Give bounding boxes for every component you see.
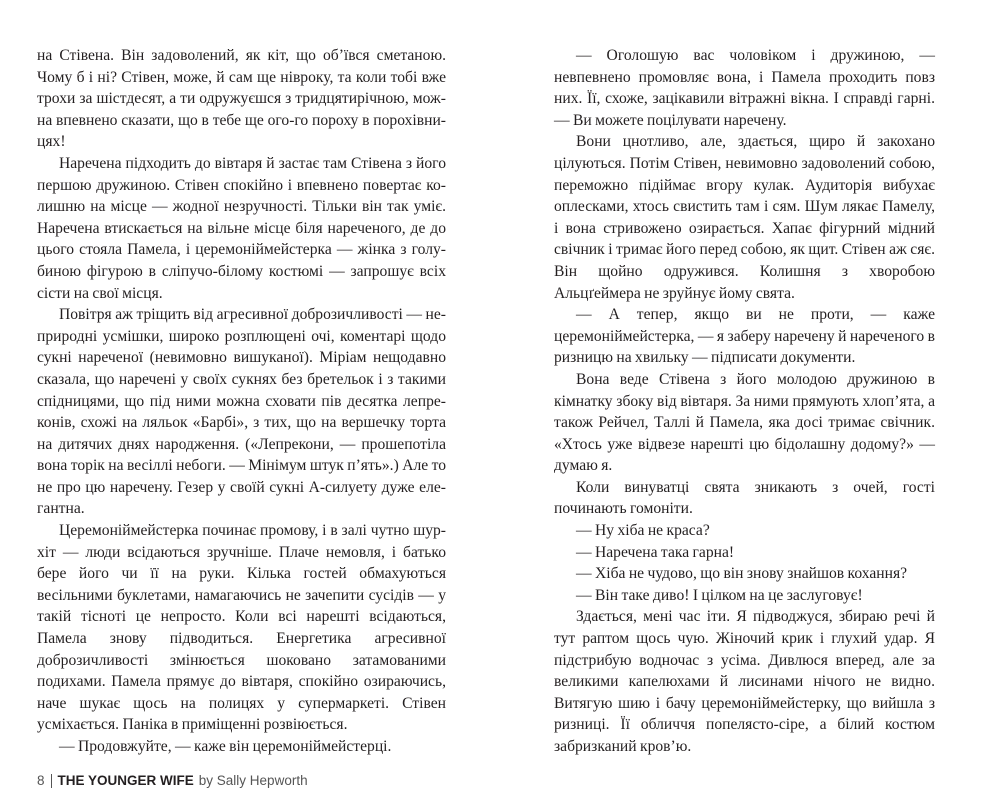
dialogue-line: — Він таке диво! І цілком на це заслуговує!	[576, 586, 863, 604]
paragraph: Наречена підходить до вівтаря й застає там Стівена з його першою дружиною. Стівен спокійно і впевнено повертає колишню на місце — жодної незручності. Тільки він так уміє. Наречена втискається на вільне місце біля нареченого, де до цього стояла Памела, і церемоніймейстерка — жінка з голубиною фігурою в сліпучо-білому костюмі — запрошує всіх сісти на свої місця.	[37, 154, 446, 302]
paragraph: Коли винуватці свята зникають з очей, гості починають гомоніти.	[554, 478, 935, 518]
page-footer	[37, 758, 1000, 790]
dialogue-line: — Наречена така гарна!	[576, 543, 735, 561]
book-title: THE YOUNGER WIFE	[57, 772, 194, 788]
right-column	[554, 45, 935, 758]
paragraph: Вони цнотливо, але, здається, щиро й закохано цілуються. Потім Стівен, невимовно задоволений собою, переможно підіймає вгору кулак. Аудиторія вибухає оплесками, хтось свистить там і сям. Шум лякає Памелу, і вона стривожено озирається. Хапає фігурний мідний свічник і тримає його перед собою, як щит. Стівен аж сяє. Він щойно одружився. Колишня з хворобою Альцґеймера не зруйнує йому свята.	[554, 133, 935, 302]
paragraph: — А тепер, якщо ви не проти, — каже церемоніймейстерка, — я заберу наречену й нареченого в ризницю на хвильку — підписати документи.	[554, 306, 935, 367]
author-credit: by Sally Hepworth	[198, 772, 308, 788]
paragraph: Церемоніймейстерка починає промову, і в залі чутно шурхіт — люди всідаються зручніше. Плаче немовля, і батько бере його чи її на руки. Кілька гостей обмахуються весільними буклетами, намагаючись не зачепити сусідів — у такій тісноті це непросто. Коли всі нарешті всідаються, Памела знову підводиться. Енергетика агресивної доброзичливості змінюється шоковано затамованими подихами. Памела прямує до вівтаря, спокійно озираючись, наче шукає щось на полицях у супермаркеті. Стівен усміхається. Паніка в приміщенні розвіюється.	[37, 522, 446, 734]
footer-divider	[51, 774, 52, 788]
paragraph: Повітря аж тріщить від агресивної доброзичливості — неприродні усмішки, широко розплющені очі, коментарі щодо сукні нареченої (невимовно вишуканої). Міріам нещодавно сказала, що наречені у своїх сукнях без бретельок і з такими спідницями, що під ними можна сховати пів десятка лепреконів, схожі на ляльок «Барбі», з тих, що на вершечку торта на дитячих днях народження. («Лепрекони, — прошепотіла вона торік на весіллі небоги. — Мінімум штук п’ять».) Але то не про цю наречену. Гезер у своїй сукні А-силуету дуже елегантна.	[37, 306, 446, 518]
text-columns	[0, 45, 1000, 758]
page-number: 8	[37, 772, 45, 788]
paragraph: Вона веде Стівена з його молодою дружиною в кімнатку збоку від вівтаря. За ними прямують хлоп’ята, а також Рейчел, Таллі й Памела, яка досі тримає свічник. «Хтось уже відвезе нарешті цю бідолашну додому?» — думаю я.	[554, 370, 935, 475]
left-column	[37, 45, 446, 758]
paragraph: — Продовжуйте, — каже він церемоніймейстерці.	[59, 738, 392, 755]
dialogue-line: — Ну хіба не краса?	[576, 522, 710, 540]
paragraph: на Стівена. Він задоволений, як кіт, що об’ївся сметаною. Чому б і ні? Стівен, може, й сам ще нівроку, та коли тобі вже трохи за шістдесят, а ти одружуєшся з тридцятирічною, можна впевнено сказати, що в тебе ще ого-го пороху в порохівницях!	[37, 47, 446, 151]
dialogue-line: — Хіба не чудово, що він знову знайшов кохання?	[576, 565, 908, 583]
paragraph: Здається, мені час іти. Я підводжуся, збираю речі й тут раптом щось чую. Жіночий крик і глухий удар. Я підстрибую водночас з усіма. Дивлюся вперед, але за великими капелюхами й лисинами нічого не видно. Витягую шию і бачу церемоніймейстерку, що вийшла з ризниці. Її обличчя попелясто-сіре, а білий костюм забризканий кров’ю.	[554, 608, 935, 755]
paragraph: — Оголошую вас чоловіком і дружиною, — невпевнено промовляє вона, і Памела проходить повз них. Її, схоже, зацікавили вітражні вікна. І справді гарні. — Ви можете поцілувати наречену.	[554, 47, 935, 129]
